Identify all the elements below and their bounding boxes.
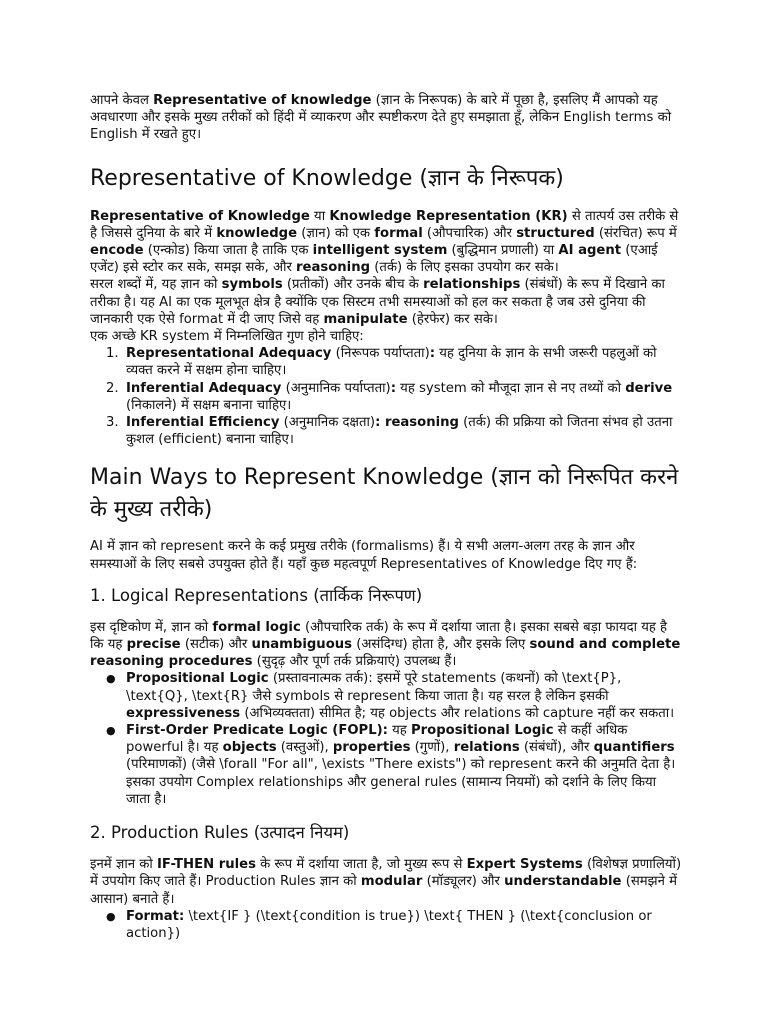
text: (प्रतीकों) और उनके बीच के [282, 277, 424, 293]
list-item [90, 722, 682, 808]
term: : reasoning [375, 415, 459, 431]
term: understandable [504, 874, 622, 890]
list-item [90, 345, 682, 379]
text: (संबंधों) के रूप में दिखाने का तरीका है। यह AI का एक मूलभूत क्षेत्र है क्योंकि एक सिस्टम तभी समस्याओं को हल कर सकता है जब उसे दुनिया की जानकारी एक ऐसे format में दी जाए जिसे वह [90, 277, 665, 327]
text: से कहीं अधिक powerful है। यह [126, 723, 628, 756]
text: (हेरफेर) कर सके। [407, 311, 498, 327]
text: सरल शब्दों में, यह ज्ञान को [90, 277, 222, 293]
term: formal [374, 225, 423, 241]
text: (अभिव्यक्तता) सीमित है; यह objects और relations को capture नहीं कर सकता। [240, 705, 675, 721]
term: Representational Adequacy [126, 346, 332, 362]
term: properties [332, 740, 411, 756]
text: यह system को मौजूदा ज्ञान से नए तथ्यों को [395, 380, 626, 396]
text: \text{IF } (\text{condition is true}) \text{ THEN } (\text{conclusion or action}) [126, 908, 652, 941]
term: intelligent system [312, 243, 448, 259]
term: IF-THEN rules [157, 857, 256, 873]
bullet-icon: ● [106, 672, 116, 686]
text: (बुद्धिमान प्रणाली) या [447, 243, 559, 259]
text: (समझने में आसान) बनाते हैं। [90, 874, 678, 907]
text: (असंदिग्ध) होता है, और इसके लिए [352, 637, 530, 653]
text: (एआई एजेंट) इसे स्टोर कर सके, समझ सके, और [90, 243, 658, 276]
kr-simple-paragraph [90, 276, 682, 328]
bullet-icon: ● [106, 909, 116, 923]
text: (तर्क) के लिए इसका उपयोग कर सके। [370, 260, 559, 276]
text: (संरचित) रूप में [594, 225, 677, 241]
production-list [90, 908, 682, 942]
main-ways-paragraph: AI में ज्ञान को represent करने के कई प्रमुख तरीके (formalisms) हैं। ये सभी अलग-अलग तरह के ज्ञान और समस्याओं के लिए सबसे उपयुक्त होते हैं। यहाँ कुछ महत्वपूर्ण Representatives of Knowledge दिए गए हैं: [90, 539, 638, 572]
subheading-production: 2. Production Rules (उत्पादन नियम) [90, 823, 350, 843]
term: Format: [126, 908, 185, 924]
term: precise [126, 637, 181, 653]
term: Knowledge Representation (KR) [329, 208, 568, 224]
list-item [90, 908, 682, 942]
text: (गुणों), [410, 740, 454, 756]
term: sound and complete reasoning procedures [90, 637, 681, 670]
term: knowledge [216, 225, 298, 241]
text: (एन्कोड) किया जाता है ताकि एक [143, 243, 313, 259]
intro-term: Representative of knowledge [153, 93, 372, 108]
logic-list [90, 670, 682, 808]
term: First-Order Predicate Logic (FOPL): [126, 723, 388, 739]
text: (मॉड्यूलर) और [422, 874, 505, 890]
term: relations [453, 740, 520, 756]
term: unambiguous [251, 637, 352, 653]
list-item [90, 380, 682, 414]
list-marker: 1. [106, 346, 119, 362]
text: इस दृष्टिकोण में, ज्ञान को [90, 619, 213, 635]
text: (औपचारिक) और [422, 225, 517, 241]
production-paragraph [90, 856, 682, 908]
subheading-logical: 1. Logical Representations (तार्किक निरूपण) [90, 585, 423, 605]
intro-paragraph [90, 92, 682, 144]
term: derive [625, 380, 673, 396]
term: reasoning [296, 260, 371, 276]
list-item [90, 414, 682, 448]
text: (परिमाणकों) (जैसे \forall "For all", \exists "There exists") को represent करने की अनुमति देता है। इसका उपयोग Complex relationships और general rules (सामान्य नियमों) को दर्शाने के लिए किया जाता है। [126, 757, 676, 807]
text: (प्रस्तावनात्मक तर्क): इसमें पूरे statements (कथनों) को \text{P}, \text{Q}, \text{R} जैसे symbols से represent किया जाता है। यह सरल है लेकिन इसकी [126, 671, 622, 704]
text: (सटीक) और [180, 637, 252, 653]
term: : [390, 380, 396, 396]
term: Representative of Knowledge [90, 208, 310, 224]
term: encode [90, 243, 144, 259]
text: से तात्पर्य उस तरीके से है जिससे दुनिया के बारे में [90, 208, 679, 241]
text: (वस्तुओं), [276, 740, 333, 756]
text: (संबंधों), और [519, 740, 594, 756]
list-marker: 3. [106, 415, 119, 431]
term: manipulate [323, 311, 408, 327]
term: objects [222, 740, 277, 756]
term: quantifiers [593, 740, 675, 756]
text: (निकालने) में सक्षम बनाना चाहिए। [126, 397, 292, 413]
text: यह दुनिया के ज्ञान के सभी जरूरी पहलुओं को व्यक्त करने में सक्षम होना चाहिए। [126, 346, 657, 379]
text: (सुदृढ़ और पूर्ण तर्क प्रक्रियाएं) उपलब्ध हैं। [252, 654, 457, 670]
term: symbols [221, 277, 283, 293]
list-item [90, 670, 682, 722]
text: (अनुमानिक पर्याप्तता) [281, 380, 391, 396]
text: (निरूपक पर्याप्तता) [331, 346, 430, 362]
term: modular [360, 874, 423, 890]
text: के रूप में दर्शाया जाता है, जो मुख्य रूप से [255, 857, 467, 873]
logical-paragraph [90, 619, 682, 671]
term: Propositional Logic [126, 671, 269, 687]
term: Inferential Adequacy [126, 380, 282, 396]
text: (विशेषज्ञ प्रणालियों) में उपयोग किए जाते हैं। Production Rules ज्ञान को [90, 857, 682, 890]
text: (औपचारिक तर्क) के रूप में दर्शाया जाता है। इसका सबसे बड़ा फायदा यह है कि यह [90, 619, 668, 653]
kr-definition-paragraph [90, 208, 682, 277]
term: AI agent [558, 243, 622, 259]
term: structured [516, 225, 595, 241]
text: (तर्क) की प्रक्रिया को जितना संभव हो उतना कुशल (efficient) बनाना चाहिए। [126, 415, 673, 448]
intro-text: आपने केवल [90, 93, 154, 108]
kr-properties-list [90, 345, 682, 448]
term: relationships [423, 277, 521, 293]
intro-text-2: (ज्ञान के निरूपक) के बारे में पूछा है, इसलिए मैं आपको यह अवधारणा और इसके मुख्य तरीकों को हिंदी में व्याकरण और स्पष्टीकरण देते हुए समझाता हूँ, लेकिन English terms को English में रखते हुए। [90, 93, 672, 143]
text: इनमें ज्ञान को [90, 857, 157, 873]
section-heading-kr: Representative of Knowledge (ज्ञान के निरूपक) [90, 165, 564, 191]
term: : [429, 346, 436, 362]
term: expressiveness [126, 705, 241, 721]
bullet-icon: ● [106, 724, 116, 738]
list-marker: 2. [106, 380, 119, 396]
term: Propositional Logic [410, 723, 554, 739]
text: (अनुमानिक दक्षता) [279, 415, 376, 431]
term: Inferential Efficiency [126, 415, 280, 431]
text: यह [387, 723, 411, 739]
text: (ज्ञान) को एक [297, 225, 375, 241]
section-heading-main-ways: Main Ways to Represent Knowledge (ज्ञान को निरूपित करने के मुख्य तरीके) [90, 465, 679, 523]
term: formal logic [212, 619, 301, 635]
text: या [309, 208, 330, 224]
term: Expert Systems [466, 857, 583, 873]
kr-properties-intro: एक अच्छे KR system में निम्नलिखित गुण होने चाहिए: [90, 329, 364, 345]
